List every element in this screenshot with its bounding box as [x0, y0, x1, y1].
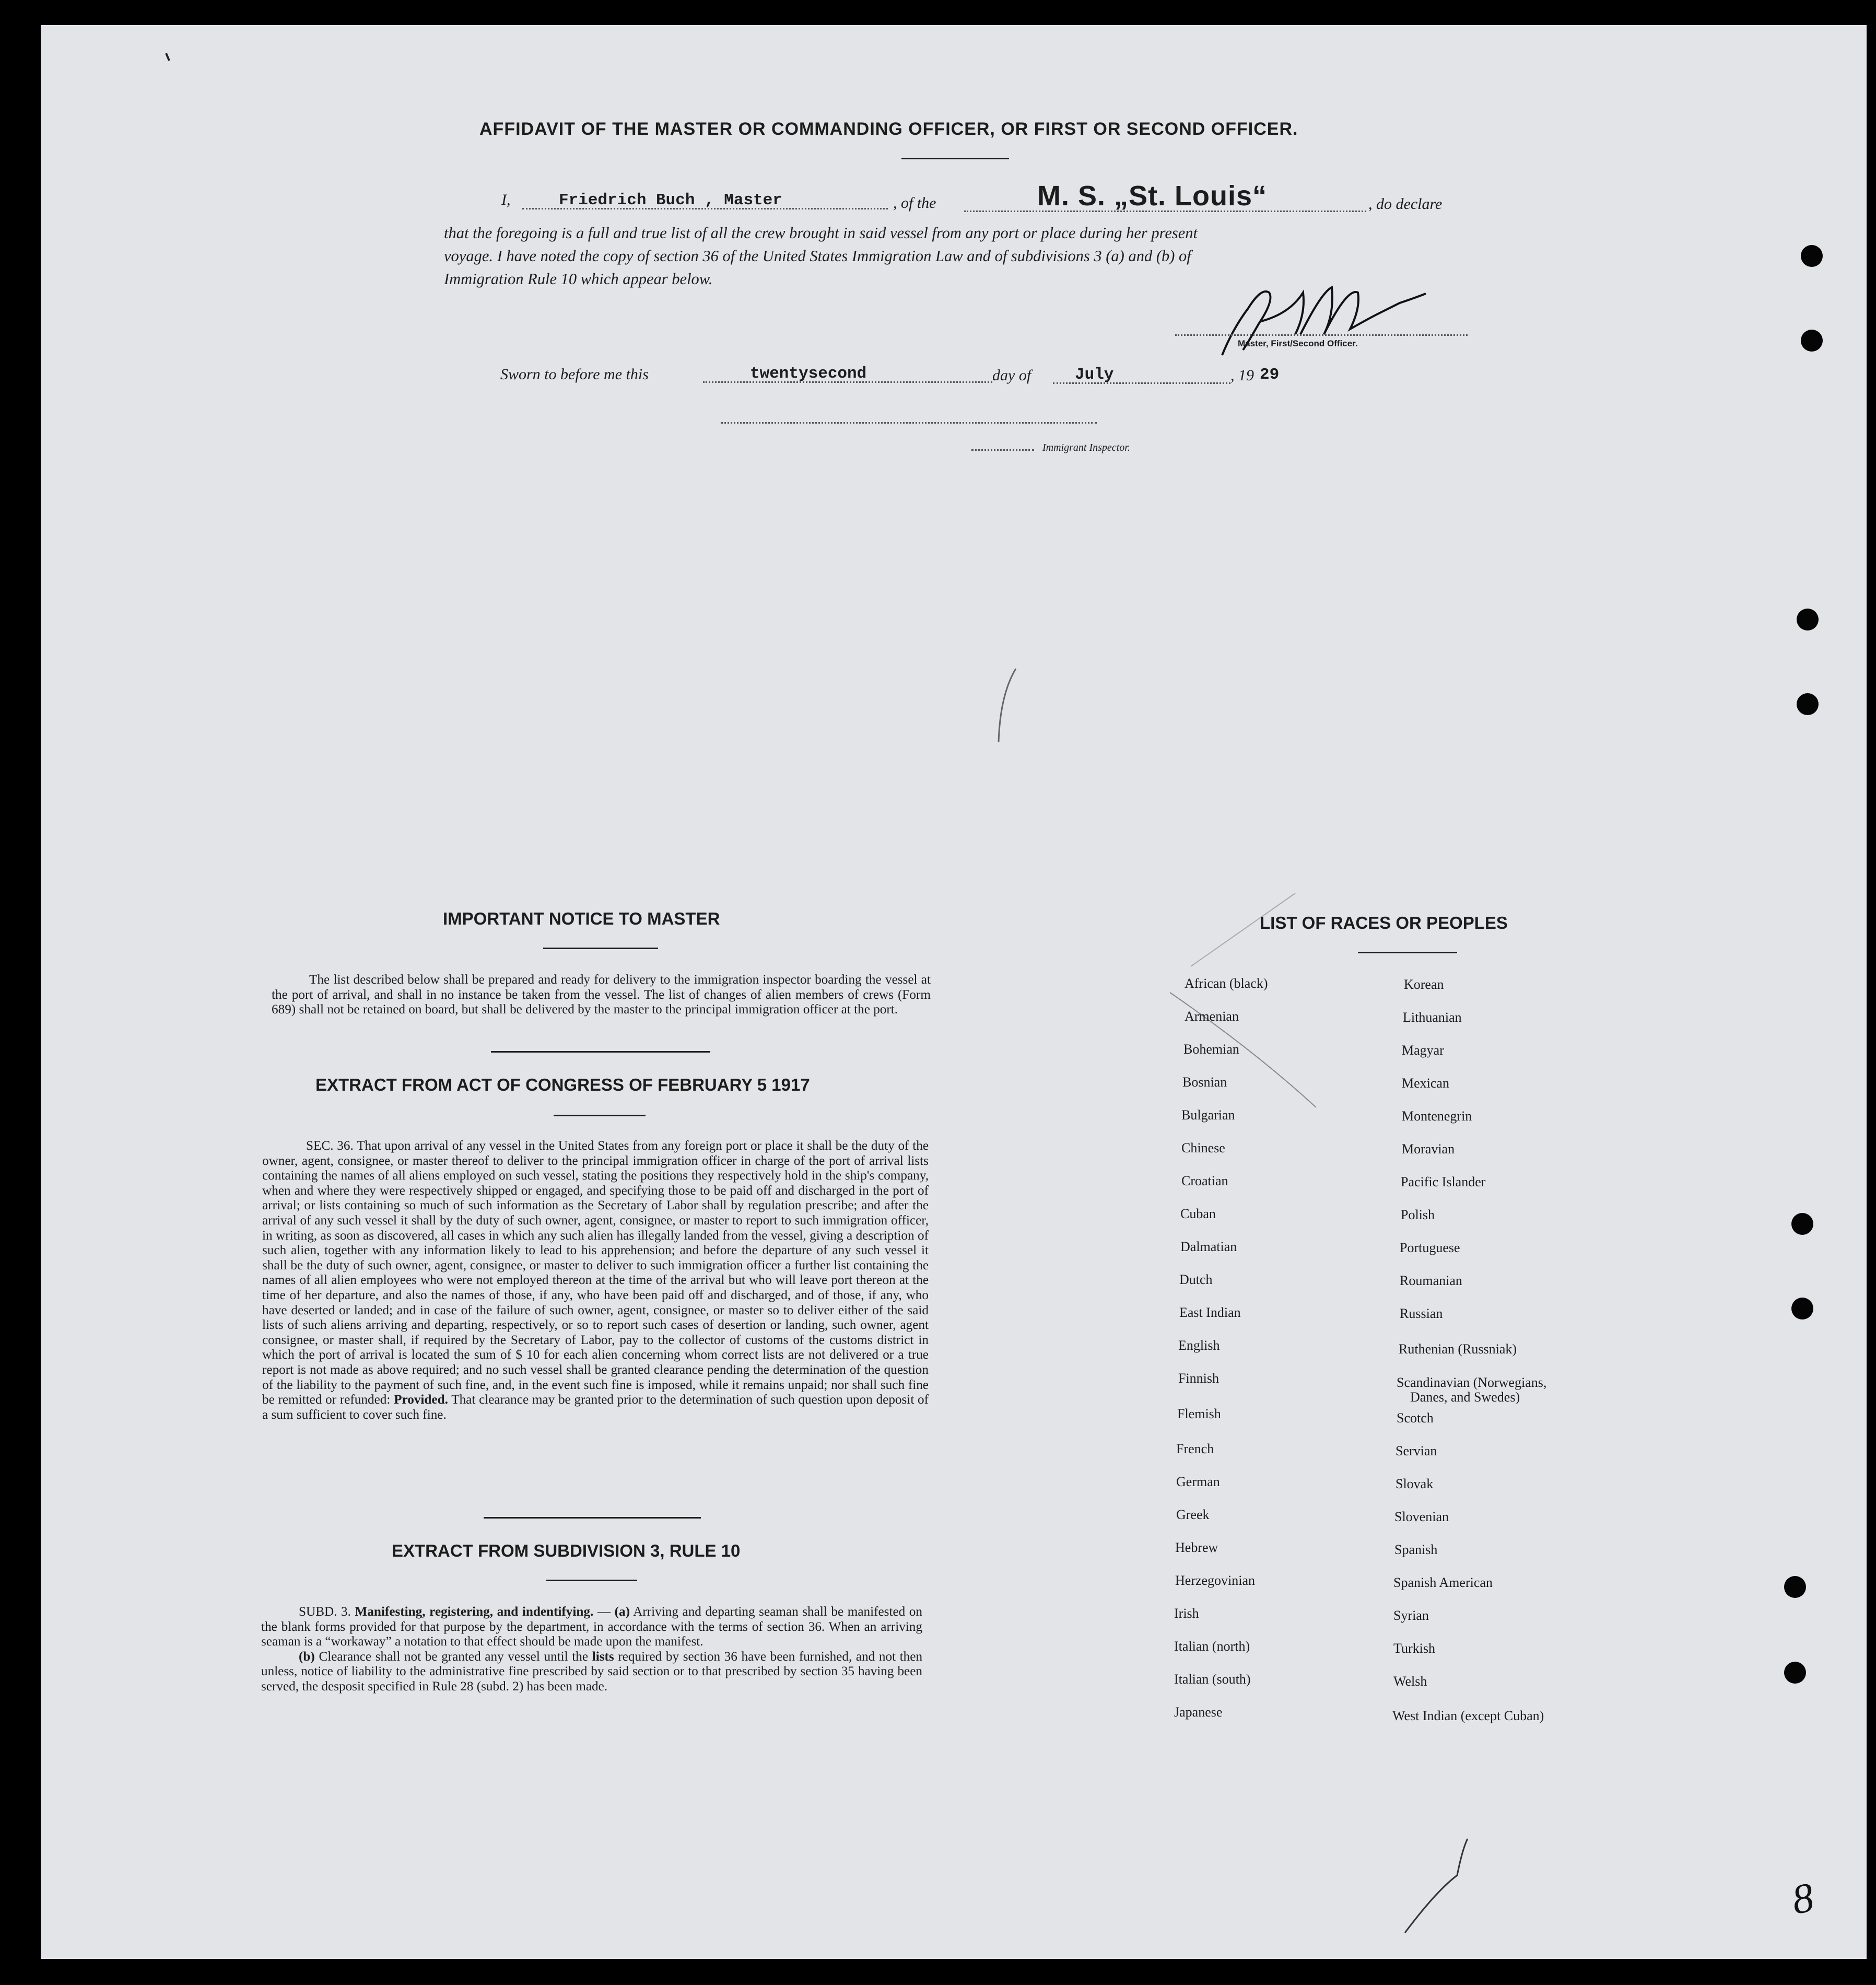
race-item: Dalmatian [1180, 1239, 1237, 1254]
race-item: West Indian (except Cuban) [1392, 1708, 1544, 1723]
sworn-text: Sworn to before me this [500, 366, 649, 383]
subd-a-label: (a) [614, 1605, 630, 1619]
race-item: Japanese [1174, 1704, 1223, 1720]
affidavit-line: that the foregoing is a full and true list of all the crew brought in said vessel from any port or place during her present [444, 224, 1198, 242]
race-item: Armenian [1185, 1009, 1239, 1024]
race-item: Magyar [1402, 1043, 1444, 1058]
race-item: Roumanian [1400, 1273, 1462, 1288]
notice-title: IMPORTANT NOTICE TO MASTER [443, 909, 720, 928]
race-item: Servian [1396, 1443, 1437, 1458]
race-item: Pacific Islander [1401, 1174, 1486, 1189]
race-item: Slovak [1396, 1476, 1434, 1491]
subd-b-text: Clearance shall not be granted any vessel until the [319, 1649, 589, 1664]
subd-a-text: Arriving and departing seaman shall be manifested on the blank forms provided for that purpose by the department, in accordance with the terms of section 36. When an arriving seaman is a “workaway” a notation to that effect should be made upon the manifest. [261, 1605, 922, 1649]
race-item: Ruthenian (Russniak) [1399, 1341, 1517, 1357]
inspector-caption: Immigrant Inspector. [1042, 442, 1130, 453]
race-item: Italian (south) [1174, 1672, 1251, 1687]
race-item: Finnish [1178, 1371, 1220, 1386]
race-item: Spanish American [1393, 1575, 1493, 1590]
race-item: African (black) [1185, 976, 1268, 991]
race-item: Cuban [1180, 1206, 1216, 1221]
extract-congress-title: EXTRACT FROM ACT OF CONGRESS OF FEBRUARY 5 1917 [315, 1075, 810, 1094]
subd-b-lists: lists [592, 1649, 614, 1664]
inspector-sub-line [971, 449, 1034, 451]
day-of-text: day of [992, 367, 1031, 384]
race-item: Syrian [1393, 1608, 1429, 1623]
divider [491, 1051, 710, 1053]
races-title: LIST OF RACES OR PEOPLES [1260, 913, 1508, 932]
race-item: Italian (north) [1174, 1639, 1250, 1654]
sworn-day-value: twentysecond [750, 365, 867, 383]
extract-rule-text [261, 1605, 922, 1695]
race-item: Hebrew [1175, 1540, 1218, 1555]
divider [546, 1580, 637, 1581]
divider [901, 158, 1009, 159]
race-item: Spanish [1394, 1542, 1438, 1557]
race-item: Herzegovinian [1175, 1573, 1256, 1588]
sec-text: That upon arrival of any vessel in the United States from any foreign port or place it shall be the duty of the owner, agent, consignee, or master thereof to deliver to the principal immigration officer in charge of the port of arrival lists containing the names of all aliens employed on such vessel, stating the positions they respectively hold in the ship's company, when and where they were respectively shipped or engaged, and specifying those to be paid off and discharged in the port of arrival; or lists containing so much of such information as the Secretary of Labor shall by regulation prescribe; and after the arrival of any such vessel it shall by the duty of such owner, agent, consignee, or master to report to such immigration officer, in writing, as soon as discovered, all cases in which any such alien has illegally landed from the vessel, giving a description of such alien, together with any information likely to lead to his apprehension; and before the departure of any such vessel it shall be the duty of such owner, agent, consignee, or master to deliver to such immigration officer a further list containing the names of all alien employees who were not employed thereon at the time of the arrival but who will leave port thereon at the time of her departure, and also the names of those, if any, who have been paid off and discharged, and of those, if any, who have deserted or landed; and in case of the failure of such owner, agent, consignee, or master so to deliver either of the said lists of such aliens arriving and departing, respectively, or so to report such cases of desertion or landing, such owner, agent consignee, or master shall, if required by the Secretary of Labor, pay to the collector of customs of the customs district in which the port of arrival is located the sum of $ 10 for each alien concerning whom correct lists are not delivered or a true report is not made as above required; and no such vessel shall be granted clearance pending the determination of the question of the liability to the payment of such fine, and, in the event such fine is imposed, while it remains unpaid; nor shall such fine be remitted or refunded: [262, 1139, 929, 1407]
inspector-line [721, 422, 1097, 424]
sec-label: SEC. 36. [306, 1139, 354, 1153]
affidavit-line: voyage. I have noted the copy of section 36 of the United States Immigration Law and of subdivisions 3 (a) and (b) of [444, 247, 1191, 265]
race-item: Slovenian [1394, 1509, 1449, 1524]
affidavit-title: AFFIDAVIT OF THE MASTER OR COMMANDING OFFICER, OR FIRST OR SECOND OFFICER. [479, 119, 1298, 139]
sec-text-end: That clearance may be granted prior to the determination of such question upon deposit of a sum sufficient to cover such fine. [262, 1393, 929, 1422]
vessel-name: M. S. „St. Louis“ [1037, 180, 1268, 212]
race-item: Flemish [1177, 1406, 1221, 1421]
of-the-text: , of the [893, 194, 936, 212]
master-name-value: Friedrich Buch , Master [559, 191, 782, 209]
subd-b-text-end: required by section 36 have been furnished, and not then unless, notice of liability to the administrative fine prescribed by said section or to that prescribed by section 35 having been served, the desposit specified in Rule 28 (subd. 2) has been made. [261, 1649, 923, 1694]
race-item: Dutch [1179, 1272, 1213, 1287]
race-item: Mexican [1402, 1076, 1449, 1091]
affidavit-line: Immigration Rule 10 which appear below. [444, 270, 713, 288]
extract-congress-text [262, 1139, 929, 1422]
race-item: French [1176, 1441, 1214, 1456]
do-declare-text: , do declare [1368, 195, 1443, 213]
affidavit-i: I, [501, 191, 511, 208]
race-item: English [1178, 1338, 1220, 1353]
race-item: Russian [1400, 1306, 1443, 1321]
extract-rule-title: EXTRACT FROM SUBDIVISION 3, RULE 10 [392, 1541, 741, 1560]
signature-caption: Master, First/Second Officer. [1238, 338, 1358, 348]
divider [554, 1115, 646, 1116]
divider [1358, 952, 1457, 953]
race-item: Welsh [1393, 1674, 1427, 1689]
subd-label: SUBD. 3. [299, 1605, 351, 1619]
provided-label: Provided. [394, 1393, 448, 1407]
race-item: German [1176, 1474, 1220, 1489]
signature-line [1175, 334, 1468, 336]
race-item: Scandinavian (Norwegians, [1397, 1375, 1547, 1390]
year-suffix: 29 [1260, 366, 1280, 384]
race-item: Irish [1174, 1606, 1199, 1621]
page-mark: 8 [1788, 1874, 1818, 1923]
subd-b-label: (b) [299, 1649, 315, 1664]
race-item: Danes, and Swedes) [1410, 1390, 1520, 1405]
race-item: Turkish [1393, 1641, 1435, 1656]
subd-dash: — [593, 1605, 615, 1619]
race-item: Lithuanian [1403, 1010, 1462, 1025]
divider [543, 948, 658, 949]
race-item: Scotch [1397, 1410, 1434, 1426]
divider [484, 1517, 701, 1519]
race-item: Polish [1401, 1207, 1435, 1222]
race-item: Croatian [1181, 1173, 1228, 1188]
race-item: Korean [1404, 977, 1444, 992]
race-item: Chinese [1181, 1140, 1225, 1155]
notice-text: The list described below shall be prepared and ready for delivery to the immigration inspector boarding the vessel at the port of arrival, and shall in no instance be taken from the vessel. The list of changes of alien members of crews (Form 689) shall not be retained on board, but shall be delivered by the master to the principal immigration officer at the port. [272, 973, 931, 1017]
race-item: Greek [1176, 1507, 1210, 1522]
race-item: Montenegrin [1402, 1108, 1472, 1124]
race-item: Portuguese [1400, 1240, 1460, 1255]
subd-heading: Manifesting, registering, and indentifying. [355, 1605, 594, 1619]
month-value: July [1075, 366, 1114, 384]
race-item: Bulgarian [1181, 1107, 1235, 1123]
race-item: Moravian [1402, 1141, 1455, 1157]
race-item: Bohemian [1183, 1042, 1239, 1057]
year-prefix: , 19 [1230, 367, 1254, 384]
race-item: East Indian [1179, 1305, 1241, 1320]
race-item: Bosnian [1182, 1075, 1227, 1090]
